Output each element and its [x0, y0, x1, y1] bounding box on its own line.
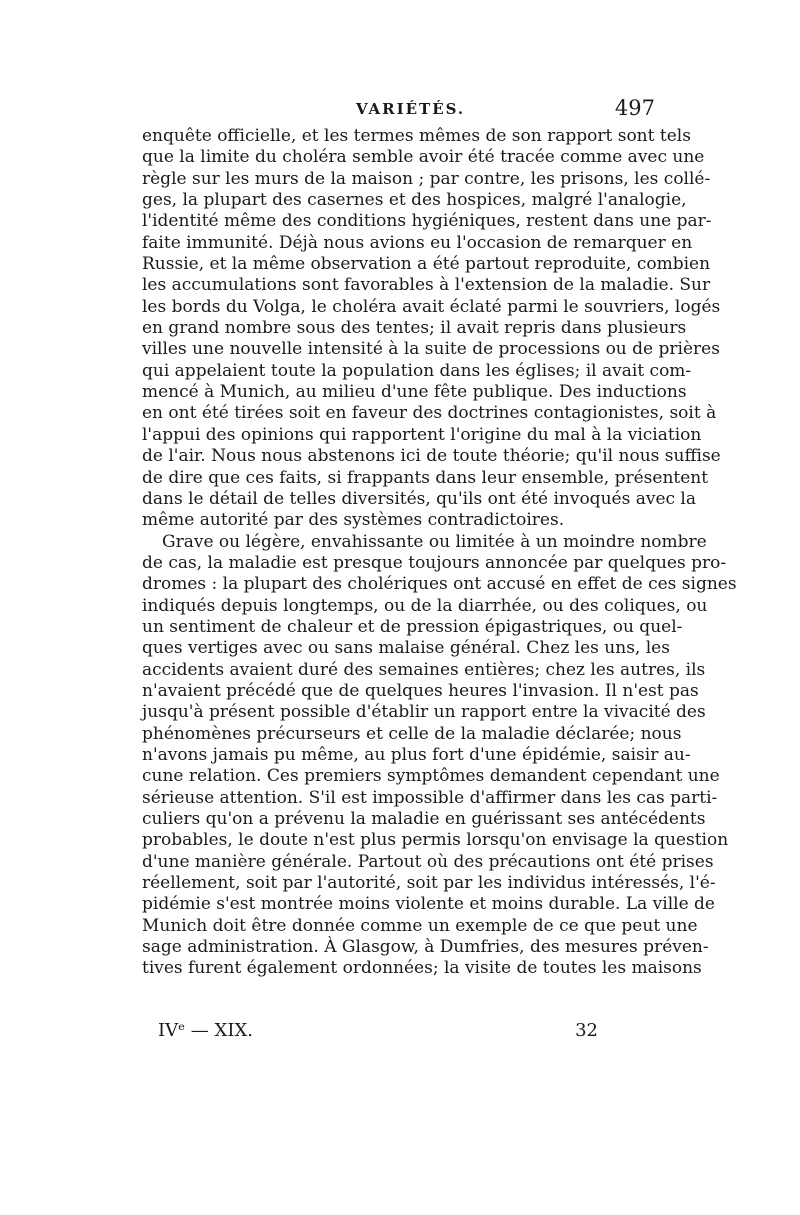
text-line: Russie, et la même observation a été partout reproduite, combien	[142, 254, 711, 275]
paragraph-start-line: Grave ou légère, envahissante ou limitée à un moindre nombre	[162, 531, 707, 552]
text-line: d'une manière générale. Partout où des précautions ont été prises	[142, 851, 714, 872]
text-line: Munich doit être donnée comme un exemple de ce que peut une	[142, 915, 698, 936]
text-line: de cas, la maladie est presque toujours annoncée par quelques pro-	[142, 552, 727, 573]
text-line: dromes : la plupart des cholériques ont accusé en effet de ces signes	[142, 574, 737, 595]
text-line: les accumulations sont favorables à l'extension de la maladie. Sur	[142, 275, 711, 296]
text-line: sage administration. À Glasgow, à Dumfries, des mesures préven-	[142, 937, 709, 958]
text-line: jusqu'à présent possible d'établir un rapport entre la vivacité des	[142, 702, 706, 723]
text-line: dans le détail de telles diversités, qu'ils ont été invoqués avec la	[142, 488, 697, 509]
text-line: tives furent également ordonnées; la visite de toutes les maisons	[142, 958, 702, 979]
text-line: n'avaient précédé que de quelques heures l'invasion. Il n'est pas	[142, 680, 699, 701]
text-line: ques vertiges avec ou sans malaise général. Chez les uns, les	[142, 638, 670, 659]
text-line: de l'air. Nous nous abstenons ici de toute théorie; qu'il nous suffise	[142, 446, 721, 467]
running-head	[135, 98, 660, 124]
text-line: en grand nombre sous des tentes; il avait repris dans plusieurs	[142, 318, 687, 339]
signature-mark: IVᵉ — XIX.	[158, 1020, 253, 1041]
text-line: culiers qu'on a prévenu la maladie en guérissant ses antécédents	[142, 809, 706, 829]
running-title: VARIÉTÉS.	[356, 100, 466, 118]
text-line: pidémie s'est montrée moins violente et moins durable. La ville de	[142, 894, 715, 915]
text-line: en ont été tirées soit en faveur des doctrines contagionistes, soit à	[142, 403, 717, 424]
text-line: probables, le doute n'est plus permis lorsqu'on envisage la question	[142, 830, 729, 851]
text-line: mencé à Munich, au milieu d'une fête publique. Des inductions	[142, 382, 687, 403]
text-line: ges, la plupart des casernes et des hospices, malgré l'analogie,	[142, 190, 687, 211]
paragraph-end-line: même autorité par des systèmes contradictoires.	[142, 510, 565, 531]
text-line: cune relation. Ces premiers symptômes demandent cependant une	[142, 766, 720, 787]
page-footer	[158, 1020, 598, 1044]
text-line: indiqués depuis longtemps, ou de la diarrhée, ou des coliques, ou	[142, 595, 708, 616]
text-line: sérieuse attention. S'il est impossible d'affirmer dans les cas parti-	[142, 787, 718, 808]
text-line: l'identité même des conditions hygiéniques, restent dans une par-	[142, 211, 712, 232]
text-line: réellement, soit par l'autorité, soit par les individus intéressés, l'é-	[142, 873, 716, 894]
text-line: règle sur les murs de la maison ; par contre, les prisons, les collé-	[142, 168, 711, 189]
text-line: l'appui des opinions qui rapportent l'origine du mal à la viciation	[142, 424, 702, 445]
text-line: faite immunité. Déjà nous avions eu l'occasion de remarquer en	[142, 232, 693, 253]
text-line: de dire que ces faits, si frappants dans leur ensemble, présentent	[142, 467, 709, 488]
text-line: les bords du Volga, le choléra avait éclaté parmi le souvriers, logés	[142, 296, 721, 317]
body-text	[142, 126, 737, 980]
text-line: villes une nouvelle intensité à la suite de processions ou de prières	[142, 339, 720, 360]
text-line: n'avons jamais pu même, au plus fort d'une épidémie, saisir au-	[142, 744, 691, 765]
text-line: phénomènes précurseurs et celle de la maladie déclarée; nous	[142, 723, 682, 744]
text-line: accidents avaient duré des semaines entières; chez les autres, ils	[142, 659, 706, 680]
text-line: enquête officielle, et les termes mêmes de son rapport sont tels	[142, 126, 691, 146]
text-line: un sentiment de chaleur et de pression épigastriques, ou quel-	[142, 616, 683, 637]
page-number: 497	[614, 96, 655, 120]
sheet-number: 32	[575, 1020, 598, 1041]
text-line: que la limite du choléra semble avoir été tracée comme avec une	[142, 147, 705, 168]
text-line: qui appelaient toute la population dans les églises; il avait com-	[142, 360, 692, 381]
